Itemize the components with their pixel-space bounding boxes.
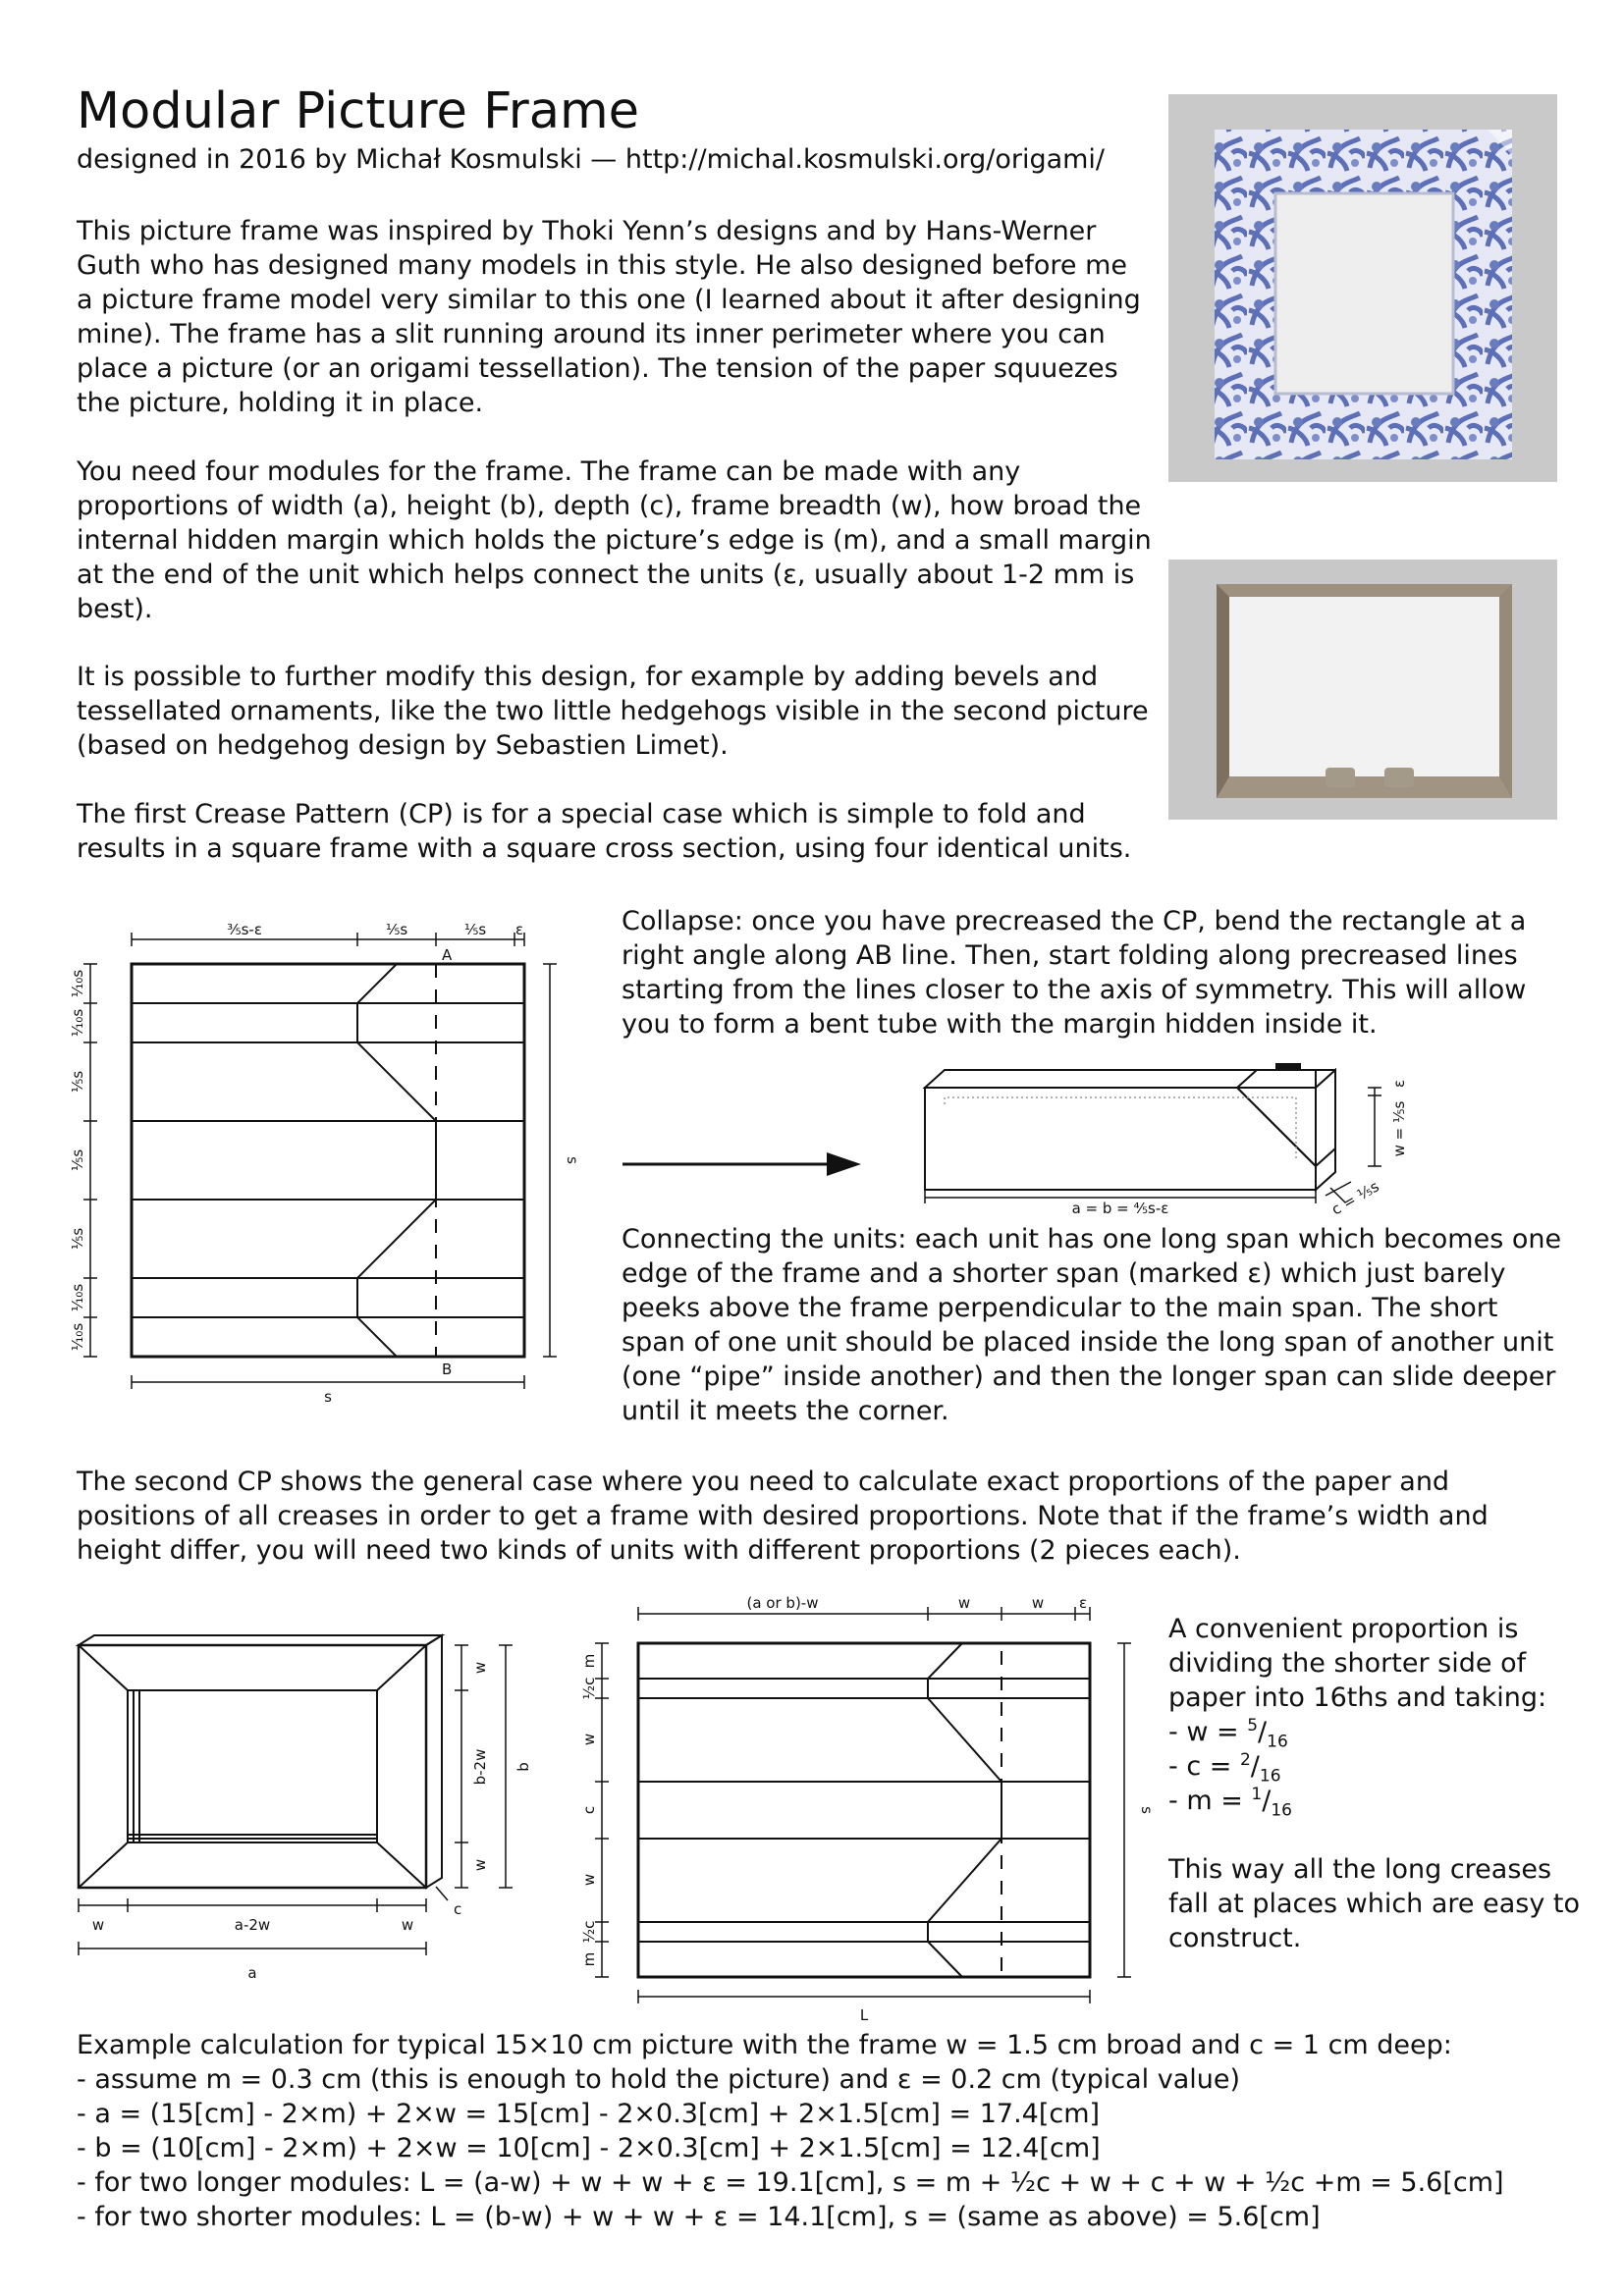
cp1-side-label: ⅒s (69, 1283, 86, 1312)
hedgehog-ornament (1326, 768, 1355, 787)
cp1-dim-label: ⅕s (385, 921, 408, 938)
example-line: - for two shorter modules: L = (b-w) + w + w + ε = 14.1[cm], s = (same as above) = 5.6[cm] (77, 2202, 1321, 2232)
cp1-side-label: ⅕s (69, 1227, 86, 1251)
unit-length-label: a = b = ⅘s-ε (1071, 1200, 1169, 1217)
unit-height-label: w = ⅕s (1390, 1100, 1408, 1157)
right-arrow-icon (621, 1145, 866, 1184)
frame-total-label: a (247, 1964, 257, 1982)
cp2-dim-label: w (957, 1594, 971, 1612)
tan-frame-photo (1168, 560, 1557, 820)
proportion-w: - $w = ^5/_{16}$ (1168, 1716, 1288, 1752)
cp2-side-label: m (580, 1951, 598, 1967)
example-line: - b = (10[cm] - 2×m) + 2×w = 10[cm] - 2×0.3[cm] + 2×1.5[cm] = 12.4[cm] (77, 2133, 1101, 2163)
cp2-side-label: ½c (580, 1920, 598, 1944)
intro-paragraph: This picture frame was inspired by Thoki Yenn’s designs and by Hans-Werner Guth who has designed many models in this style. He also designed before me a picture frame model very similar to this one (I learned about it after designing mine). The frame has a slit running around its inner perimeter where you can place a picture (or an origami tessellation). The tension of the paper squuezes the picture, holding it in place. (77, 216, 1141, 418)
frame-dim-label: a-2w (234, 1916, 271, 1934)
second-cp-paragraph: The second CP shows the general case where you need to calculate exact proportions of the paper and positions of all creases in order to get a frame with desired proportions. Note that if the frame’s width and height differ, you will need two kinds of units with different proportions (2 pieces each). (77, 1467, 1489, 1566)
cp2-side-label: w (580, 1873, 598, 1887)
cp1-dim-label: ⅗s-ε (227, 921, 262, 938)
cp2-side-label: ½c (580, 1677, 598, 1700)
example-heading: Example calculation for typical 15×10 cm picture with the frame w = 1.5 cm broad and c = 1 cm deep: (77, 2030, 1452, 2060)
cp2-side-label: m (580, 1653, 598, 1669)
cp1-point-b: B (442, 1361, 453, 1378)
frame-dim-label: w (91, 1916, 105, 1934)
example-line: - assume m = 0.3 cm (this is enough to hold the picture) and ε = 0.2 cm (typical value) (77, 2064, 1241, 2095)
first-cp-paragraph: The first Crease Pattern (CP) is for a special case which is simple to fold and results in a square frame with a square cross section, using four identical units. (77, 799, 1132, 864)
folded-unit-drawing (913, 1060, 1434, 1217)
cp2-right-label: s (1138, 1806, 1156, 1814)
cp1-side-label: ⅕s (69, 1148, 86, 1172)
frame-dim-label: w (401, 1916, 414, 1934)
frame-perspective-drawing (69, 1629, 530, 1993)
cp1-right-label: s (564, 1156, 581, 1164)
cp1-point-a: A (442, 946, 453, 964)
cp1-side-label: ⅒s (69, 1322, 86, 1352)
frame-height-label: b (514, 1762, 532, 1772)
example-line: - for two longer modules: L = (a-w) + w + w + ε = 19.1[cm], s = m + ½c + w + c + w + ½c +m = 5.6[cm] (77, 2167, 1504, 2198)
frame-dim-label: w (471, 1858, 489, 1872)
proportion-note (1168, 1612, 1581, 1955)
unit-depth-label: c = ⅕s (1328, 1177, 1382, 1219)
cp2-dim-label: (a or b)-w (746, 1594, 819, 1612)
cp1-side-label: ⅕s (69, 1070, 86, 1094)
cp2-dim-label: w (1031, 1594, 1045, 1612)
modules-paragraph: You need four modules for the frame. The frame can be made with any proportions of width (a), height (b), depth (c), frame breadth (w), how broad the internal hidden margin which holds the picture’s edge is (m), and a small margin at the end of the unit which helps connect the units (ε, usually about 1-2 mm is best). (77, 456, 1152, 624)
cp2-dim-label: ε (1078, 1594, 1088, 1612)
modify-paragraph: It is possible to further modify this design, for example by adding bevels and tessellated ornaments, like the two little hedgehogs visible in the second picture (based on hedgehog design by Sebastien Limet). (77, 662, 1149, 761)
frame-dim-label: b-2w (471, 1748, 489, 1786)
frame-depth-label: c (454, 1900, 462, 1918)
proportion-c: - $c = ^2/_{16}$ (1168, 1750, 1281, 1787)
proportion-intro: A convenient proportion is dividing the shorter side of paper into 16ths and taking: (1168, 1614, 1547, 1713)
blue-frame-illustration (1168, 94, 1557, 482)
cp2-side-label: w (580, 1733, 598, 1746)
frame-dim-label: w (471, 1661, 489, 1675)
cp1-dim-label: ε (514, 921, 524, 938)
blue-frame-photo (1168, 94, 1557, 482)
connecting-paragraph: Connecting the units: each unit has one long span which becomes one edge of the frame and a shorter span (marked ε) which just barely peeks above the frame perpendicular to the main span. The short span of one unit should be placed inside the long span of another unit (one “pipe” inside another) and then the longer span can slide deeper until it meets the corner. (622, 1224, 1562, 1426)
cp1-bottom-label: s (324, 1388, 332, 1406)
crease-pattern-2 (574, 1592, 1168, 2034)
crease-pattern-1 (69, 913, 579, 1414)
cp1-side-label: ⅒s (69, 1008, 86, 1038)
unit-eps-label: ε (1390, 1079, 1408, 1089)
example-line: - a = (15[cm] - 2×m) + 2×w = 15[cm] - 2×0.3[cm] + 2×1.5[cm] = 17.4[cm] (77, 2099, 1101, 2129)
collapse-paragraph: Collapse: once you have precreased the CP, bend the rectangle at a right angle along AB line. Then, start folding along precreased lines starting from the lines closer to the axis of symmetry. This will allow you to form a bent tube with the margin hidden inside it. (622, 906, 1527, 1040)
page-title: Modular Picture Frame (77, 82, 640, 140)
proportion-outro: This way all the long creases fall at places which are easy to construct. (1168, 1854, 1581, 1953)
cp1-side-label: ⅒s (69, 969, 86, 998)
tan-frame-illustration (1168, 560, 1557, 820)
cp1-dim-label: ⅕s (463, 921, 487, 938)
cp2-bottom-label: L (859, 2006, 869, 2024)
cp2-side-label: c (580, 1805, 598, 1815)
proportion-m: - $m = ^1/_{16}$ (1168, 1785, 1292, 1821)
hedgehog-ornament (1384, 768, 1414, 787)
example-calculation (77, 2028, 1589, 2234)
page-subtitle: designed in 2016 by Michał Kosmulski — http://michal.kosmulski.org/origami/ (77, 144, 1106, 175)
